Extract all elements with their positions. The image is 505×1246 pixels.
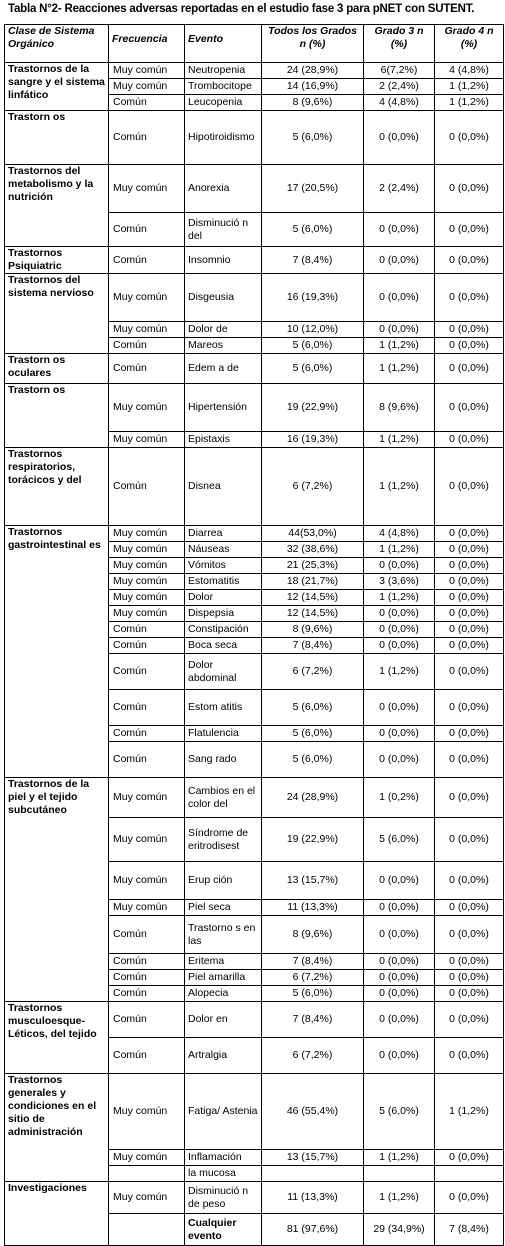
grade-3-cell: 0 (0,0%)	[364, 111, 435, 165]
grade-3-cell: 3 (3,6%)	[364, 574, 435, 590]
all-grades-cell: 10 (12,0%)	[262, 322, 364, 338]
event-cell: Dolor	[185, 590, 262, 606]
event-cell: Vómitos	[185, 558, 262, 574]
frequency-cell: Común	[109, 638, 185, 654]
frequency-cell: Muy común	[109, 165, 185, 213]
event-cell: Piel seca	[185, 900, 262, 916]
grade-3-cell: 4 (4,8%)	[364, 526, 435, 542]
grade-3-cell: 0 (0,0%)	[364, 213, 435, 247]
event-cell: Alopecia	[185, 986, 262, 1002]
all-grades-cell: 13 (15,7%)	[262, 862, 364, 900]
grade-4-cell: 0 (0,0%)	[435, 590, 504, 606]
grade-3-cell: 4 (4,8%)	[364, 95, 435, 111]
grade-4-cell	[435, 1166, 504, 1182]
grade-4-cell: 0 (0,0%)	[435, 726, 504, 742]
grade-4-cell: 1 (1,2%)	[435, 1074, 504, 1150]
frequency-cell: Muy común	[109, 322, 185, 338]
grade-4-cell: 0 (0,0%)	[435, 247, 504, 274]
grade-3-cell: 29 (34,9%)	[364, 1214, 435, 1246]
frequency-cell: Muy común	[109, 900, 185, 916]
event-cell: Diarrea	[185, 526, 262, 542]
frequency-cell: Muy común	[109, 818, 185, 862]
frequency-cell: Común	[109, 654, 185, 690]
table-row	[5, 354, 504, 384]
all-grades-cell	[262, 1166, 364, 1182]
all-grades-cell: 19 (22,9%)	[262, 384, 364, 432]
frequency-cell: Común	[109, 986, 185, 1002]
frequency-cell: Común	[109, 690, 185, 726]
grade-4-cell: 0 (0,0%)	[435, 606, 504, 622]
frequency-cell: Común	[109, 742, 185, 778]
frequency-cell: Muy común	[109, 274, 185, 322]
grade-3-cell: 0 (0,0%)	[364, 862, 435, 900]
event-cell: Flatulencia	[185, 726, 262, 742]
frequency-cell: Muy común	[109, 606, 185, 622]
all-grades-cell: 12 (14,5%)	[262, 590, 364, 606]
grade-4-cell: 4 (4,8%)	[435, 63, 504, 79]
grade-3-cell: 2 (2,4%)	[364, 165, 435, 213]
event-cell: Dolor abdominal	[185, 654, 262, 690]
table-row	[5, 778, 504, 818]
grade-4-cell: 0 (0,0%)	[435, 622, 504, 638]
grade-3-cell: 1 (1,2%)	[364, 654, 435, 690]
system-class-cell: Trastorn os	[5, 111, 109, 165]
grade-4-cell: 0 (0,0%)	[435, 542, 504, 558]
frequency-cell: Común	[109, 916, 185, 954]
event-cell: Trombocitope	[185, 79, 262, 95]
event-cell: Boca seca	[185, 638, 262, 654]
event-cell: Hipotiroidismo	[185, 111, 262, 165]
all-grades-cell: 16 (19,3%)	[262, 432, 364, 448]
grade-4-cell: 0 (0,0%)	[435, 111, 504, 165]
grade-3-cell: 1 (1,2%)	[364, 590, 435, 606]
grade-4-cell: 7 (8,4%)	[435, 1214, 504, 1246]
frequency-cell: Muy común	[109, 526, 185, 542]
grade-4-cell: 0 (0,0%)	[435, 338, 504, 354]
grade-4-cell: 0 (0,0%)	[435, 432, 504, 448]
frequency-cell	[109, 1166, 185, 1182]
frequency-cell: Común	[109, 111, 185, 165]
event-cell: Edem a de	[185, 354, 262, 384]
grade-4-cell: 0 (0,0%)	[435, 526, 504, 542]
frequency-cell: Muy común	[109, 79, 185, 95]
grade-3-cell: 5 (6,0%)	[364, 818, 435, 862]
event-cell: Dolor de	[185, 322, 262, 338]
event-cell: Fatiga/ Astenia	[185, 1074, 262, 1150]
frequency-cell: Muy común	[109, 862, 185, 900]
header-system-class: Clase de Sistema Orgánico	[5, 25, 109, 63]
frequency-cell: Común	[109, 213, 185, 247]
event-cell: Leucopenia	[185, 95, 262, 111]
all-grades-cell: 5 (6,0%)	[262, 726, 364, 742]
frequency-cell	[109, 1214, 185, 1246]
all-grades-cell: 6 (7,2%)	[262, 448, 364, 526]
event-cell: Erup ción	[185, 862, 262, 900]
system-class-cell: Trastornos musculoesque- Léticos, del tejido	[5, 1002, 109, 1074]
system-class-cell: Trastornos de la sangre y el sistema linfático	[5, 63, 109, 111]
event-cell: Hipertensión	[185, 384, 262, 432]
all-grades-cell: 6 (7,2%)	[262, 1038, 364, 1074]
table-row	[5, 384, 504, 432]
all-grades-cell: 11 (13,3%)	[262, 1182, 364, 1214]
frequency-cell: Muy común	[109, 1150, 185, 1166]
table-caption: Tabla N°2- Reacciones adversas reportadas en el estudio fase 3 para pNET con SUTENT.	[8, 3, 475, 15]
event-cell: Anorexia	[185, 165, 262, 213]
grade-4-cell: 1 (1,2%)	[435, 95, 504, 111]
grade-3-cell	[364, 1166, 435, 1182]
all-grades-cell: 11 (13,3%)	[262, 900, 364, 916]
system-class-cell: Trastorn os oculares	[5, 354, 109, 384]
table-row	[5, 448, 504, 526]
all-grades-cell: 32 (38,6%)	[262, 542, 364, 558]
event-cell: Disminució n del	[185, 213, 262, 247]
table-row	[5, 165, 504, 213]
grade-4-cell: 0 (0,0%)	[435, 862, 504, 900]
all-grades-cell: 24 (28,9%)	[262, 63, 364, 79]
event-cell: Náuseas	[185, 542, 262, 558]
table-row	[5, 526, 504, 542]
all-grades-cell: 5 (6,0%)	[262, 354, 364, 384]
header-grade-3: Grado 3 n (%)	[364, 25, 435, 63]
header-frequency: Frecuencia	[109, 25, 185, 63]
all-grades-cell: 8 (9,6%)	[262, 916, 364, 954]
all-grades-cell: 7 (8,4%)	[262, 638, 364, 654]
grade-3-cell: 0 (0,0%)	[364, 274, 435, 322]
all-grades-cell: 5 (6,0%)	[262, 213, 364, 247]
event-cell: Disminució n de peso	[185, 1182, 262, 1214]
frequency-cell: Muy común	[109, 558, 185, 574]
header-event: Evento	[185, 25, 262, 63]
all-grades-cell: 5 (6,0%)	[262, 742, 364, 778]
frequency-cell: Común	[109, 622, 185, 638]
grade-3-cell: 5 (6,0%)	[364, 1074, 435, 1150]
grade-3-cell: 0 (0,0%)	[364, 558, 435, 574]
grade-4-cell: 0 (0,0%)	[435, 654, 504, 690]
frequency-cell: Común	[109, 726, 185, 742]
all-grades-cell: 8 (9,6%)	[262, 622, 364, 638]
grade-3-cell: 1 (1,2%)	[364, 1150, 435, 1166]
event-cell: Disnea	[185, 448, 262, 526]
grade-3-cell: 0 (0,0%)	[364, 247, 435, 274]
grade-3-cell: 0 (0,0%)	[364, 986, 435, 1002]
grade-4-cell: 0 (0,0%)	[435, 1182, 504, 1214]
frequency-cell: Muy común	[109, 1074, 185, 1150]
grade-4-cell: 0 (0,0%)	[435, 970, 504, 986]
event-cell: Epistaxis	[185, 432, 262, 448]
event-cell: Inflamación	[185, 1150, 262, 1166]
grade-3-cell: 0 (0,0%)	[364, 606, 435, 622]
frequency-cell: Común	[109, 1038, 185, 1074]
grade-3-cell: 0 (0,0%)	[364, 322, 435, 338]
frequency-cell: Muy común	[109, 778, 185, 818]
event-cell: Artralgia	[185, 1038, 262, 1074]
all-grades-cell: 12 (14,5%)	[262, 606, 364, 622]
grade-3-cell: 0 (0,0%)	[364, 916, 435, 954]
grade-3-cell: 1 (1,2%)	[364, 448, 435, 526]
system-class-cell: Trastornos respiratorios, torácicos y del	[5, 448, 109, 526]
header-grade-4: Grado 4 n (%)	[435, 25, 504, 63]
grade-3-cell: 0 (0,0%)	[364, 954, 435, 970]
event-cell: Dolor en	[185, 1002, 262, 1038]
all-grades-cell: 6 (7,2%)	[262, 654, 364, 690]
grade-4-cell: 0 (0,0%)	[435, 1150, 504, 1166]
frequency-cell: Muy común	[109, 590, 185, 606]
grade-3-cell: 0 (0,0%)	[364, 1038, 435, 1074]
all-grades-cell: 7 (8,4%)	[262, 954, 364, 970]
event-cell: la mucosa	[185, 1166, 262, 1182]
grade-4-cell: 0 (0,0%)	[435, 574, 504, 590]
frequency-cell: Común	[109, 1002, 185, 1038]
all-grades-cell: 14 (16,9%)	[262, 79, 364, 95]
all-grades-cell: 5 (6,0%)	[262, 986, 364, 1002]
grade-4-cell: 0 (0,0%)	[435, 165, 504, 213]
system-class-cell: Investigaciones	[5, 1182, 109, 1246]
event-cell: Mareos	[185, 338, 262, 354]
all-grades-cell: 81 (97,6%)	[262, 1214, 364, 1246]
grade-3-cell: 1 (1,2%)	[364, 1182, 435, 1214]
all-grades-cell: 7 (8,4%)	[262, 247, 364, 274]
grade-4-cell: 0 (0,0%)	[435, 818, 504, 862]
header-all-grades: Todos los Grados n (%)	[262, 25, 364, 63]
system-class-cell: Trastornos Psiquiatric	[5, 247, 109, 274]
system-class-cell: Trastornos del metabolismo y la nutrición	[5, 165, 109, 247]
event-cell: Trastorno s en las	[185, 916, 262, 954]
grade-3-cell: 0 (0,0%)	[364, 1002, 435, 1038]
all-grades-cell: 24 (28,9%)	[262, 778, 364, 818]
table-row	[5, 274, 504, 322]
grade-3-cell: 1 (1,2%)	[364, 338, 435, 354]
grade-4-cell: 0 (0,0%)	[435, 384, 504, 432]
grade-3-cell: 0 (0,0%)	[364, 622, 435, 638]
grade-3-cell: 8 (9,6%)	[364, 384, 435, 432]
table-row	[5, 111, 504, 165]
event-cell: Disgeusia	[185, 274, 262, 322]
event-cell: Sang rado	[185, 742, 262, 778]
event-cell: Síndrome de eritrodisest	[185, 818, 262, 862]
grade-4-cell: 0 (0,0%)	[435, 742, 504, 778]
table-row	[5, 1002, 504, 1038]
frequency-cell: Común	[109, 354, 185, 384]
grade-4-cell: 0 (0,0%)	[435, 1002, 504, 1038]
event-cell: Estomatitis	[185, 574, 262, 590]
all-grades-cell: 6 (7,2%)	[262, 970, 364, 986]
grade-3-cell: 0 (0,0%)	[364, 638, 435, 654]
frequency-cell: Muy común	[109, 574, 185, 590]
all-grades-cell: 7 (8,4%)	[262, 1002, 364, 1038]
grade-3-cell: 0 (0,0%)	[364, 726, 435, 742]
frequency-cell: Muy común	[109, 63, 185, 79]
grade-4-cell: 0 (0,0%)	[435, 916, 504, 954]
event-cell: Insomnio	[185, 247, 262, 274]
event-cell: Dispepsia	[185, 606, 262, 622]
grade-4-cell: 0 (0,0%)	[435, 213, 504, 247]
all-grades-cell: 5 (6,0%)	[262, 111, 364, 165]
grade-4-cell: 0 (0,0%)	[435, 778, 504, 818]
all-grades-cell: 16 (19,3%)	[262, 274, 364, 322]
frequency-cell: Muy común	[109, 432, 185, 448]
grade-3-cell: 0 (0,0%)	[364, 690, 435, 726]
system-class-cell: Trastornos de la piel y el tejido subcutáneo	[5, 778, 109, 1002]
table-row	[5, 63, 504, 79]
all-grades-cell: 21 (25,3%)	[262, 558, 364, 574]
grade-4-cell: 0 (0,0%)	[435, 274, 504, 322]
frequency-cell: Muy común	[109, 384, 185, 432]
event-cell: Piel amarilla	[185, 970, 262, 986]
frequency-cell: Común	[109, 247, 185, 274]
grade-3-cell: 0 (0,0%)	[364, 900, 435, 916]
grade-3-cell: 0 (0,0%)	[364, 742, 435, 778]
event-cell: Cualquier evento	[185, 1214, 262, 1246]
frequency-cell: Muy común	[109, 1182, 185, 1214]
frequency-cell: Común	[109, 95, 185, 111]
grade-4-cell: 1 (1,2%)	[435, 79, 504, 95]
frequency-cell: Común	[109, 448, 185, 526]
grade-3-cell: 1 (1,2%)	[364, 542, 435, 558]
all-grades-cell: 5 (6,0%)	[262, 690, 364, 726]
system-class-cell: Trastornos generales y condiciones en el sitio de administración	[5, 1074, 109, 1182]
grade-3-cell: 6(7,2%)	[364, 63, 435, 79]
grade-4-cell: 0 (0,0%)	[435, 690, 504, 726]
event-cell: Neutropenia	[185, 63, 262, 79]
grade-4-cell: 0 (0,0%)	[435, 558, 504, 574]
frequency-cell: Muy común	[109, 542, 185, 558]
grade-4-cell: 0 (0,0%)	[435, 354, 504, 384]
grade-3-cell: 1 (0,2%)	[364, 778, 435, 818]
event-cell: Cambios en el color del	[185, 778, 262, 818]
all-grades-cell: 5 (6,0%)	[262, 338, 364, 354]
event-cell: Estom atitis	[185, 690, 262, 726]
table-row	[5, 247, 504, 274]
all-grades-cell: 13 (15,7%)	[262, 1150, 364, 1166]
grade-3-cell: 1 (1,2%)	[364, 432, 435, 448]
event-cell: Eritema	[185, 954, 262, 970]
frequency-cell: Común	[109, 338, 185, 354]
header-row	[5, 25, 504, 63]
all-grades-cell: 17 (20,5%)	[262, 165, 364, 213]
all-grades-cell: 19 (22,9%)	[262, 818, 364, 862]
grade-4-cell: 0 (0,0%)	[435, 986, 504, 1002]
all-grades-cell: 46 (55,4%)	[262, 1074, 364, 1150]
all-grades-cell: 44(53,0%)	[262, 526, 364, 542]
system-class-cell: Trastorn os	[5, 384, 109, 448]
grade-4-cell: 0 (0,0%)	[435, 954, 504, 970]
system-class-cell: Trastornos gastrointestinal es	[5, 526, 109, 778]
frequency-cell: Común	[109, 970, 185, 986]
all-grades-cell: 8 (9,6%)	[262, 95, 364, 111]
table-row	[5, 1182, 504, 1214]
grade-4-cell: 0 (0,0%)	[435, 448, 504, 526]
grade-3-cell: 2 (2,4%)	[364, 79, 435, 95]
table-row	[5, 1074, 504, 1150]
event-cell: Constipación	[185, 622, 262, 638]
grade-4-cell: 0 (0,0%)	[435, 1038, 504, 1074]
grade-3-cell: 0 (0,0%)	[364, 970, 435, 986]
grade-4-cell: 0 (0,0%)	[435, 900, 504, 916]
grade-4-cell: 0 (0,0%)	[435, 638, 504, 654]
grade-4-cell: 0 (0,0%)	[435, 322, 504, 338]
grade-3-cell: 1 (1,2%)	[364, 354, 435, 384]
frequency-cell: Común	[109, 954, 185, 970]
all-grades-cell: 18 (21,7%)	[262, 574, 364, 590]
system-class-cell: Trastornos del sistema nervioso	[5, 274, 109, 354]
adverse-reactions-table	[4, 24, 504, 1246]
